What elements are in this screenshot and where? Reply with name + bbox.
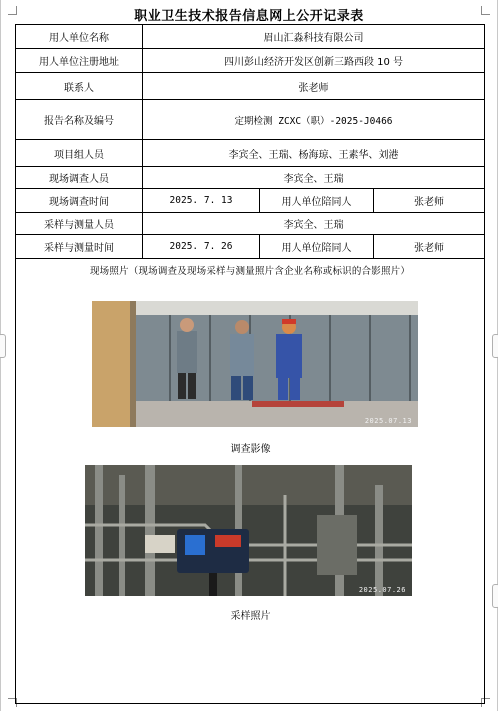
table-row	[16, 235, 485, 259]
survey-staff-value: 李宾全、王瑞	[143, 167, 485, 189]
employer-label: 用人单位名称	[16, 25, 143, 49]
table-row	[16, 100, 485, 140]
table-row	[16, 259, 485, 704]
address-value: 四川彭山经济开发区创新三路西段 10 号	[143, 49, 485, 73]
survey-escort-value: 张老师	[374, 189, 485, 213]
survey-group-photo	[92, 301, 418, 427]
table-row	[16, 189, 485, 213]
sampling-photo	[85, 465, 412, 596]
report-value: 定期检测 ZCXC（职）-2025-J0466	[143, 100, 485, 140]
table-row	[16, 73, 485, 100]
table-row	[16, 167, 485, 189]
record-table	[15, 24, 485, 704]
sampling-time-label: 采样与测量时间	[16, 235, 143, 259]
document-title: 职业卫生技术报告信息网上公开记录表	[134, 9, 364, 24]
table-row	[16, 213, 485, 235]
survey-time-value: 2025. 7. 13	[143, 189, 260, 213]
survey-time-label: 现场调查时间	[16, 189, 143, 213]
survey-photo-caption: 调查影像	[230, 444, 271, 455]
sampling-escort-label: 用人单位陪同人	[260, 235, 374, 259]
page-scroll-handle[interactable]	[0, 334, 6, 358]
page-scroll-handle[interactable]	[492, 334, 498, 358]
sampling-escort-value: 张老师	[374, 235, 485, 259]
table-row	[16, 140, 485, 167]
sampling-staff-label: 采样与测量人员	[16, 213, 143, 235]
photo-timestamp: 2025.07.26	[358, 586, 406, 594]
photo-section	[16, 259, 485, 704]
team-value: 李宾全、王瑞、杨海琼、王素华、刘港	[143, 140, 485, 167]
address-label: 用人单位注册地址	[16, 49, 143, 73]
team-label: 项目组人员	[16, 140, 143, 167]
page-scroll-handle[interactable]	[492, 584, 498, 608]
contact-label: 联系人	[16, 73, 143, 100]
sampling-time-value: 2025. 7. 26	[143, 235, 260, 259]
sampling-staff-value: 李宾全、王瑞	[143, 213, 485, 235]
employer-value: 眉山汇淼科技有限公司	[143, 25, 485, 49]
table-row	[16, 49, 485, 73]
survey-escort-label: 用人单位陪同人	[260, 189, 374, 213]
contact-value: 张老师	[143, 73, 485, 100]
photo-section-header: 现场照片（现场调查及现场采样与测量照片含企业名称或标识的合影照片）	[89, 266, 411, 277]
report-label: 报告名称及编号	[16, 100, 143, 140]
photo-timestamp: 2025.07.13	[364, 417, 412, 425]
sampling-photo-caption: 采样照片	[230, 611, 271, 622]
survey-staff-label: 现场调查人员	[16, 167, 143, 189]
table-row	[16, 25, 485, 49]
